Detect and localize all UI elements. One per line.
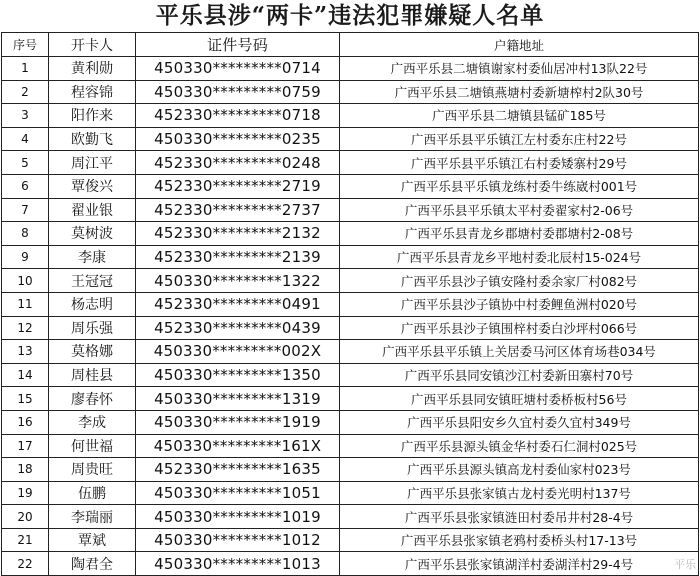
cell-address: 广西平乐县沙子镇协中村委鲤鱼洲村020号: [340, 292, 699, 316]
cell-card-holder: 覃斌: [49, 528, 136, 552]
cell-id-number: 450330*********161X: [136, 434, 340, 458]
cell-serial: 3: [2, 104, 49, 128]
header-id-number: 证件号码: [136, 33, 340, 57]
header-serial: 序号: [2, 33, 49, 57]
cell-serial: 14: [2, 363, 49, 387]
cell-address: 广西平乐县二塘镇燕塘村委新塘榨村2队30号: [340, 80, 699, 104]
table-row: [2, 292, 699, 316]
cell-id-number: 450330*********0714: [136, 57, 340, 81]
cell-card-holder: 覃俊兴: [49, 174, 136, 198]
cell-card-holder: 伍鹏: [49, 481, 136, 505]
cell-id-number: 450330*********1350: [136, 363, 340, 387]
table-row: [2, 222, 699, 246]
cell-card-holder: 李康: [49, 245, 136, 269]
table-row: [2, 151, 699, 175]
cell-id-number: 450330*********1322: [136, 269, 340, 293]
cell-serial: 15: [2, 387, 49, 411]
cell-id-number: 452330*********1635: [136, 458, 340, 482]
cell-serial: 4: [2, 127, 49, 151]
cell-id-number: 452330*********0491: [136, 292, 340, 316]
cell-address: 广西平乐县二塘镇县锰矿185号: [340, 104, 699, 128]
table-row: [2, 245, 699, 269]
cell-card-holder: 廖春怀: [49, 387, 136, 411]
cell-id-number: 450330*********1019: [136, 505, 340, 529]
table-row: [2, 340, 699, 364]
cell-card-holder: 周乐强: [49, 316, 136, 340]
header-card-holder: 开卡人: [49, 33, 136, 57]
cell-card-holder: 李瑞丽: [49, 505, 136, 529]
cell-serial: 20: [2, 505, 49, 529]
cell-address: 广西平乐县平乐镇上关居委马河区体育场巷034号: [340, 340, 699, 364]
cell-address: 广西平乐县张家镇湖洋村委湖洋村29-4号: [340, 552, 699, 576]
table-row: [2, 269, 699, 293]
cell-serial: 21: [2, 528, 49, 552]
cell-serial: 12: [2, 316, 49, 340]
table-row: [2, 552, 699, 576]
cell-id-number: 450330*********0235: [136, 127, 340, 151]
page-title: 平乐县涉“两卡”违法犯罪嫌疑人名单: [155, 2, 545, 29]
table-row: [2, 57, 699, 81]
cell-serial: 5: [2, 151, 49, 175]
table-row: [2, 528, 699, 552]
cell-id-number: 452330*********2737: [136, 198, 340, 222]
cell-serial: 9: [2, 245, 49, 269]
cell-id-number: 452330*********0718: [136, 104, 340, 128]
cell-address: 广西平乐县平乐镇龙练村委牛练崴村001号: [340, 174, 699, 198]
table-row: [2, 104, 699, 128]
cell-address: 广西平乐县同安镇沙江村委新田寨村70号: [340, 363, 699, 387]
cell-card-holder: 莫格娜: [49, 340, 136, 364]
cell-card-holder: 李成: [49, 410, 136, 434]
table-row: [2, 410, 699, 434]
cell-card-holder: 何世福: [49, 434, 136, 458]
cell-id-number: 450330*********002X: [136, 340, 340, 364]
cell-address: 广西平乐县青龙乡郡塘村委郡塘村2-08号: [340, 222, 699, 246]
cell-serial: 19: [2, 481, 49, 505]
cell-card-holder: 黄利勋: [49, 57, 136, 81]
cell-card-holder: 莫树波: [49, 222, 136, 246]
table-row: [2, 458, 699, 482]
cell-serial: 13: [2, 340, 49, 364]
table-row: [2, 481, 699, 505]
cell-id-number: 452330*********0439: [136, 316, 340, 340]
cell-card-holder: 阳作来: [49, 104, 136, 128]
table-row: [2, 363, 699, 387]
cell-serial: 7: [2, 198, 49, 222]
cell-serial: 22: [2, 552, 49, 576]
cell-serial: 10: [2, 269, 49, 293]
cell-address: 广西平乐县青龙乡平地村委北辰村15-024号: [340, 245, 699, 269]
cell-address: 广西平乐县张家镇老鸦村委桥头村17-13号: [340, 528, 699, 552]
cell-serial: 16: [2, 410, 49, 434]
cell-address: 广西平乐县阳安乡久宜村委久宜村349号: [340, 410, 699, 434]
suspect-table: [1, 32, 699, 576]
cell-card-holder: 杨志明: [49, 292, 136, 316]
cell-card-holder: 陶君全: [49, 552, 136, 576]
cell-address: 广西平乐县同安镇旺塘村委桥板村56号: [340, 387, 699, 411]
cell-card-holder: 翟业银: [49, 198, 136, 222]
cell-card-holder: 周贵旺: [49, 458, 136, 482]
cell-address: 广西平乐县二塘镇谢家村委仙居冲村13队22号: [340, 57, 699, 81]
cell-id-number: 452330*********0248: [136, 151, 340, 175]
cell-address: 广西平乐县张家镇古龙村委光明村137号: [340, 481, 699, 505]
cell-serial: 2: [2, 80, 49, 104]
cell-serial: 6: [2, 174, 49, 198]
cell-card-holder: 王冠冠: [49, 269, 136, 293]
table-row: [2, 198, 699, 222]
cell-serial: 1: [2, 57, 49, 81]
cell-address: 广西平乐县源头镇高龙村委仙家村023号: [340, 458, 699, 482]
cell-id-number: 450330*********1919: [136, 410, 340, 434]
table-row: [2, 80, 699, 104]
cell-address: 广西平乐县沙子镇围梓村委白沙坪村066号: [340, 316, 699, 340]
cell-card-holder: 周桂县: [49, 363, 136, 387]
cell-card-holder: 程容锦: [49, 80, 136, 104]
cell-serial: 8: [2, 222, 49, 246]
cell-id-number: 450330*********1051: [136, 481, 340, 505]
table-row: [2, 387, 699, 411]
cell-address: 广西平乐县张家镇涟田村委吊井村28-4号: [340, 505, 699, 529]
table-header-row: [2, 33, 699, 57]
cell-id-number: 452330*********2139: [136, 245, 340, 269]
cell-card-holder: 周江平: [49, 151, 136, 175]
cell-id-number: 452330*********2719: [136, 174, 340, 198]
cell-address: 广西平乐县源头镇金华村委石仁洞村025号: [340, 434, 699, 458]
cell-address: 广西平乐县平乐镇江右村委矮寨村29号: [340, 151, 699, 175]
table-row: [2, 174, 699, 198]
watermark: 平乐: [674, 558, 696, 571]
table-row: [2, 434, 699, 458]
cell-id-number: 450330*********1013: [136, 552, 340, 576]
cell-card-holder: 欧勤飞: [49, 127, 136, 151]
cell-serial: 17: [2, 434, 49, 458]
table-row: [2, 505, 699, 529]
cell-id-number: 450330*********1012: [136, 528, 340, 552]
table-row: [2, 316, 699, 340]
table-row: [2, 127, 699, 151]
cell-address: 广西平乐县平乐镇江左村委东庄村22号: [340, 127, 699, 151]
header-address: 户籍地址: [340, 33, 699, 57]
cell-id-number: 450330*********1319: [136, 387, 340, 411]
cell-serial: 18: [2, 458, 49, 482]
cell-id-number: 450330*********0759: [136, 80, 340, 104]
cell-serial: 11: [2, 292, 49, 316]
cell-address: 广西平乐县平乐镇太平村委翟家村2-06号: [340, 198, 699, 222]
cell-address: 广西平乐县沙子镇安隆村委余家厂村082号: [340, 269, 699, 293]
cell-id-number: 452330*********2132: [136, 222, 340, 246]
